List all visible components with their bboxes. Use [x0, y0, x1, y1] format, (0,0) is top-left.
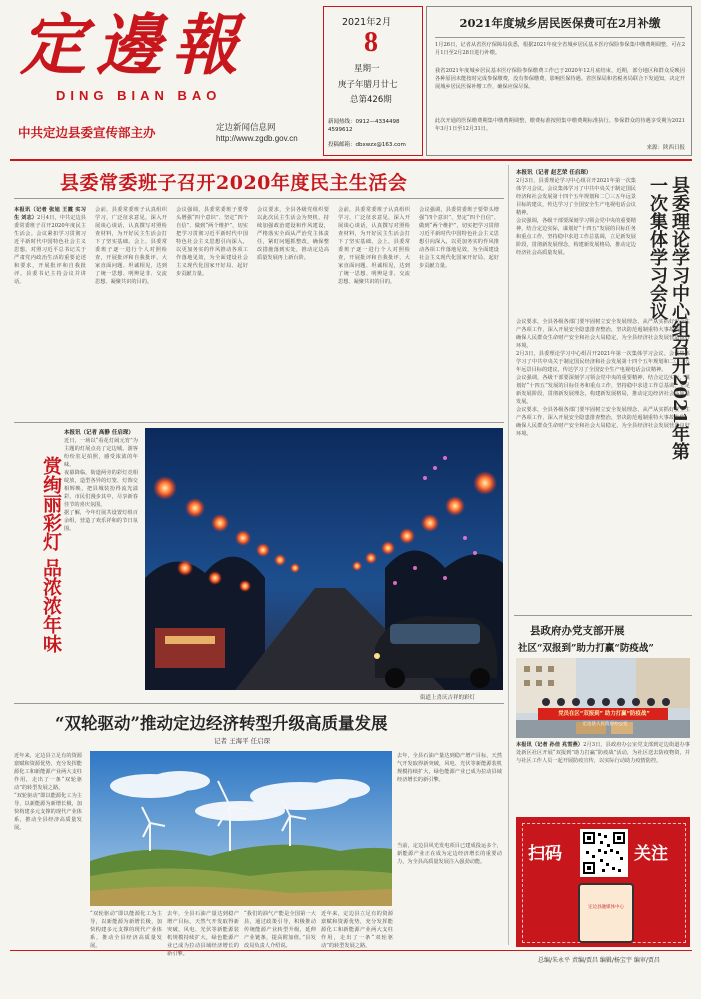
epidemic-headline-2: 社区“双报到”助力打赢“防疫战”: [518, 643, 654, 654]
feature-rule: [14, 422, 504, 423]
qr-ad-right: 关注: [634, 844, 668, 864]
feature-p2: 夜幕降临，街道两旁的彩灯竞相绽放，造型各异的灯笼、灯饰交相辉映，把县城装扮得流光溢彩，市民们漫步其中，尽享新春佳节的喜庆氛围。: [64, 470, 138, 508]
lead-col-6: [419, 206, 499, 418]
wind-farm-photo: [90, 751, 392, 906]
study-p3: 会议要求，全县各级各部门要牢固树立安全发展理念，从严从实抓好安全生产各项工作，深入开展安全隐患排查整治，坚决防范遏制重特大事故发生，确保人民群众生命财产安全和社会大局稳定，为全县经济社会发展营造良好环境。: [516, 319, 690, 349]
top-brief-headline: 2021年度城乡居民医保费可在2月补缴: [459, 16, 661, 30]
economy-rule-top: [14, 703, 504, 704]
lead-col-4: [257, 206, 329, 418]
study-text-bottom: [516, 318, 690, 610]
wind-farm-svg: [90, 751, 392, 906]
economy-p4: “我们的油气产能是全国第一大县，通过政策引导，积极推动传统能源产业转型升级，延伸产业链条，提高附加值。”县发改局负责人介绍说。: [244, 911, 316, 949]
epidemic-byline: 本报讯（记者 孙佳 兆雪燕）: [516, 742, 584, 748]
date-weekday: 星期一: [354, 64, 380, 74]
economy-p3: 去年，全县石油产量达到稳产增产目标，天然气开发取得新突破，风电、光伏等新能源装机规模持续扩大，绿色能源产业已成为拉动县域经济增长的新引擎。: [397, 753, 502, 783]
economy-col-3: [397, 752, 502, 840]
economy-p1-b: 近年来，定边县立足有的资源禀赋和资源优势，充分发挥能源化工和新能源产业两大支柱作用，走出了一条“双轮驱动”的转型发展之路。: [321, 911, 393, 949]
study-p1-b: 2月3日，县委理论学习中心组召开2021年第一次集体学习会议。会议集体学习了中共中央关于制定国民经济和社会发展第十四个五年规划和二〇三五年远景目标的建议，传达学习了全国安全生产电视电话会议精神。: [516, 351, 690, 373]
lead-p4: 会议要求，全县各级党组织要以此次民主生活会为契机，持续加强政治建设和作风建设，严格落实全面从严治党主体责任，紧盯问题抓整改，确保整改措施落到实处，推动定边高质量发展再上新台阶。: [257, 207, 329, 261]
feature-byline: 本报讯（记者 高静 任启琛）: [64, 430, 134, 436]
phone-mockup: [578, 883, 634, 943]
masthead-sponsor: 中共定边县委宣传部主办: [18, 125, 156, 140]
volunteer-banner-sub: 定边县人民政府办公室: [582, 722, 628, 727]
economy-byline: 记者 王海平 任启琛: [214, 737, 271, 745]
epidemic-text: [516, 741, 690, 813]
top-brief-source: 来源：陕西日报: [646, 145, 685, 151]
phone-label: 新闻热线：: [328, 119, 356, 125]
qr-ad-label: 定边县融媒体中心: [588, 905, 624, 910]
lead-col-1: [14, 206, 86, 418]
economy-headline: “双轮驱动”推动定边经济转型升级高质量发展: [55, 714, 388, 733]
lead-col-5: [338, 206, 410, 418]
lead-col-3: [176, 206, 248, 418]
economy-under-3: [244, 910, 316, 949]
economy-under-2: [167, 910, 239, 957]
study-p1: 2月3日，县委理论学习中心组召开2021年第一次集体学习会议。会议集体学习了中共中央关于制定国民经济和社会发展第十四个五年规划和二〇三五年远景目标的建议，传达学习了全国安全生产电视电话会议精神。: [516, 178, 636, 216]
phone-line: [328, 118, 420, 134]
feature-p1: 近日，一场以“看花灯闹元宵”为主题的灯展点亮了定边城，游客纷纷驻足拍照，感受浓浓的年味。: [64, 438, 138, 468]
top-brief-p1: 1月26日，记者从省医疗保障局获悉，根据2021年度全省城乡居民基本医疗保险参保集中缴费期调整，可在2月1日至2月28日进行补缴。: [435, 42, 685, 56]
top-brief: [426, 6, 692, 156]
economy-p5: 当前，定边县风光发电项目已建成投运多个，新能源产业正在成为定边经济增长的重要动力，为全县高质量发展注入强劲动能。: [397, 843, 502, 865]
study-p2-b: 会议强调，各级干部要深刻学习领会党中央的重要精神，结合定边实际，谋划好“十四五”发展的目标任务和重点工作，坚持稳中求进工作总基调，立足新发展阶段，贯彻新发展理念，构建新发展格局，推动定边经济社会高质量发展。: [516, 375, 690, 405]
lead-p1-cont: 会前，县委常委班子认真组织学习，广泛征求意见，深入开展谈心谈话，认真撰写对照检查材料，为开好民主生活会打下了坚实基础。会上，县委常委班子逐一进行个人对照检查，开展批评和自我批评，大家直面问题、坦诚相见，达到了统一思想、明辨是非、交流思想、凝聚共识的目的。: [338, 207, 410, 285]
study-text-top: [516, 177, 636, 317]
masthead: [18, 6, 318, 156]
email-line: [328, 140, 420, 148]
footer-reviewer: 编审/贾昌: [633, 957, 660, 964]
economy-p2: “双轮驱动”即以能源化工为主导，以新能源为新增长极，加快构建多元支撑的现代产业体系，推动全县经济高质量发展。: [14, 793, 82, 831]
top-brief-p2: 我省2021年度城乡居民基本医疗保险参保缴费工作已于2020年12月底结束，近期，部分地区和群众反映因各种原因未能按时完成参保缴费，没有参保缴费，影响医保待遇。省医保局和省税务局联合下发通知，决定开展城乡居民医保补缴工作，确保应保尽保。: [435, 68, 685, 90]
footer-editor: 责编/贾昌: [571, 957, 598, 964]
footer-copy-editor: 编辑/杨宝宇: [599, 957, 632, 964]
site-name: 定边新闻信息网: [216, 123, 276, 133]
lead-p1: 2月4日，中共定边县委常委班子召开2020年度民主生活会。会议紧扣学习贯彻习近平新时代中国特色社会主义思想，对照习近平总书记关于严肃党内政治生活的重要论述和要求，开展批评和自我批评。县委书记主持会议并讲话。: [14, 215, 86, 285]
date-issue: 总第426期: [350, 95, 392, 105]
qr-ad: [516, 817, 690, 947]
date-box: [323, 6, 423, 156]
top-brief-rule: [435, 37, 685, 38]
economy-under-4: [321, 910, 393, 949]
economy-p3-b: 去年，全县石油产量达到稳产增产目标，天然气开发取得新突破，风电、光伏等新能源装机规模持续扩大，绿色能源产业已成为拉动县域经济增长的新引擎。: [167, 911, 239, 957]
phone-number: 0912—4334498 4599612: [328, 119, 400, 133]
footer-chief-editor: 总编/朱永平: [538, 957, 571, 964]
lead-byline: 本报讯（记者 张旭 王霞 实习生 刘志）: [14, 207, 86, 221]
epidemic-rule: [514, 615, 692, 616]
feature-text: [64, 437, 138, 697]
email-label: 投稿邮箱：: [328, 142, 356, 148]
lead-p2: 会前，县委常委班子认真组织学习，广泛征求意见，深入开展谈心谈话，认真撰写对照检查材料，为开好民主生活会打下了坚实基础。会上，县委常委班子逐一进行个人对照检查，开展批评和自我批评，大家直面问题、坦诚相见，达到了统一思想、明辨是非、交流思想、凝聚共识的目的。: [95, 207, 167, 285]
economy-col-4: [397, 842, 502, 942]
lantern-photo-svg: [145, 428, 503, 690]
footer-credits: [538, 955, 693, 964]
volunteer-photo: [516, 658, 690, 738]
masthead-rule: [10, 159, 692, 161]
lead-col-2: [95, 206, 167, 418]
study-p2: 会议强调，各级干部要深刻学习领会党中央的重要精神，结合定边实际，谋划好“十四五”发展的目标任务和重点工作，坚持稳中求进工作总基调，立足新发展阶段，贯彻新发展理念，构建新发展格局，推动定边经济社会高质量发展。: [516, 218, 636, 256]
lead-p3: 会议强调，县委常委班子要带头增强“四个意识”、坚定“四个自信”、做到“两个维护”，切实把学习贯彻习近平新时代中国特色社会主义思想引向深入，以更加务实的作风推动各项工作落地见效，为全面建设社会主义现代化国家开好局、起好步贡献力量。: [176, 207, 248, 277]
masthead-title: 定邊報: [20, 6, 248, 84]
right-column-divider: [508, 165, 509, 945]
economy-under-1: [90, 910, 162, 949]
site-url[interactable]: http://www.zgdb.gov.cn: [216, 134, 298, 143]
date-year-month: 2021年2月: [342, 17, 392, 28]
qr-code[interactable]: [580, 829, 628, 877]
date-day: 8: [364, 27, 378, 58]
volunteer-banner: 党员在区“双报到” 助力打赢“防疫战”: [558, 711, 650, 717]
feature-title: 赏绚丽彩灯 品浓浓年味: [40, 456, 62, 653]
epidemic-headline-1: 县政府办党支部开展: [530, 625, 625, 637]
photo-caption: 街道上喜庆吉祥的彩灯: [420, 695, 476, 701]
feature-p3: 据了解，今年灯展共设置灯组百余组，营造了欢乐祥和的节日氛围。: [64, 510, 138, 532]
study-p3-b: 会议要求，全县各级各部门要牢固树立安全发展理念，从严从实抓好安全生产各项工作，深入开展安全隐患排查整治，坚决防范遏制重特大事故发生，确保人民群众生命财产安全和社会大局稳定，为全县经济社会发展营造良好环境。: [516, 407, 690, 437]
footer-rule: [10, 950, 692, 951]
qr-code-svg: [580, 829, 628, 877]
study-headline: 县委理论学习中心组召开2021年第一次集体学习会议: [647, 176, 690, 461]
economy-col-1: [14, 752, 82, 942]
study-byline: 本报讯（记者 赵艺荣 任启琛）: [516, 170, 592, 176]
economy-p1: 近年来，定边县立足有的资源禀赋和资源优势，充分发挥能源化工和新能源产业两大支柱作用，走出了一条“双轮驱动”的转型发展之路。: [14, 753, 82, 791]
qr-ad-left: 扫码: [528, 844, 562, 864]
lead-rule: [14, 198, 504, 199]
masthead-pinyin: DING BIAN BAO: [56, 88, 222, 103]
top-brief-p3: 此次开通的医保缴费期集中缴费期调整，缴费标准按照集中缴费期标准执行。参保群众的待遇享受期为2021年3月1日至12月31日。: [435, 118, 685, 132]
email-address[interactable]: dbxwzx@163.com: [355, 142, 406, 148]
economy-p2-b: “双轮驱动”即以能源化工为主导，以新能源为新增长极，加快构建多元支撑的现代产业体系，推动全县经济高质量发展。: [90, 911, 162, 949]
epidemic-paragraph: 2月3日，县政府办公室党支部到定边街道办事处新区社区开展“双报到”助力打赢“防疫战”活动，为社区送去防疫物资，并与社区工作人员一起开展防疫宣传，以实际行动助力疫情防控。: [516, 742, 690, 764]
lead-headline: 县委常委班子召开2020年度民主生活会: [60, 172, 408, 194]
lantern-photo: [145, 428, 503, 690]
date-lunar: 庚子年腊月廿七: [338, 80, 398, 90]
lead-p3-cont: 会议强调，县委常委班子要带头增强“四个意识”、坚定“四个自信”、做到“两个维护”，切实把学习贯彻习近平新时代中国特色社会主义思想引向深入，以更加务实的作风推动各项工作落地见效，为全面建设社会主义现代化国家开好局、起好步贡献力量。: [419, 207, 499, 269]
